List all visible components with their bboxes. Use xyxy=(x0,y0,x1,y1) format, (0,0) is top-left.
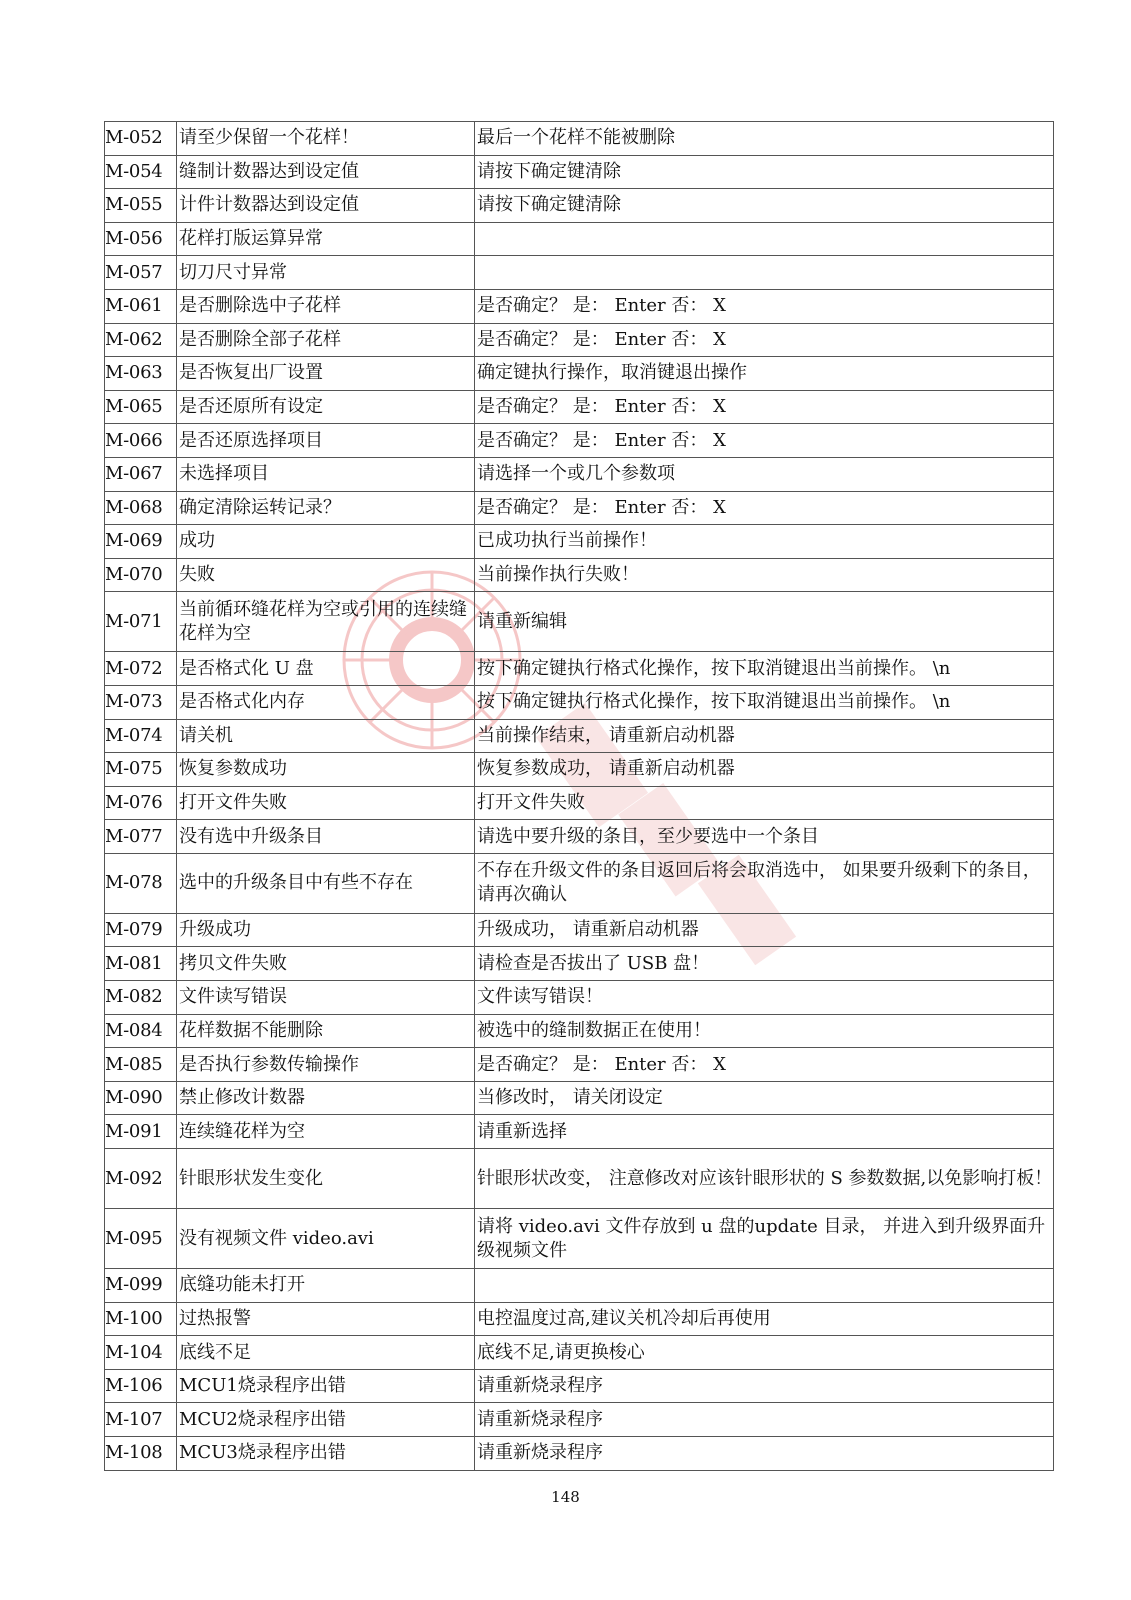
code-cell: M-090 xyxy=(105,1081,177,1115)
hint-cell: 请按下确定键清除 xyxy=(475,189,1054,223)
code-cell: M-084 xyxy=(105,1014,177,1048)
table-row xyxy=(105,820,1054,854)
table-row xyxy=(105,256,1054,290)
code-cell: M-067 xyxy=(105,457,177,491)
message-cell: 是否删除全部子花样 xyxy=(177,323,475,357)
code-cell: M-079 xyxy=(105,913,177,947)
table-row xyxy=(105,323,1054,357)
table-row xyxy=(105,652,1054,686)
message-cell: 禁止修改计数器 xyxy=(177,1081,475,1115)
message-cell: 过热报警 xyxy=(177,1302,475,1336)
code-cell: M-099 xyxy=(105,1269,177,1303)
message-cell: 是否还原选择项目 xyxy=(177,424,475,458)
message-cell: 是否格式化内存 xyxy=(177,685,475,719)
code-cell: M-082 xyxy=(105,981,177,1015)
table-row xyxy=(105,390,1054,424)
table-row xyxy=(105,491,1054,525)
message-cell: 针眼形状发生变化 xyxy=(177,1149,475,1209)
hint-cell: 不存在升级文件的条目返回后将会取消选中， 如果要升级剩下的条目， 请再次确认 xyxy=(475,853,1054,913)
table-row xyxy=(105,913,1054,947)
code-cell: M-074 xyxy=(105,719,177,753)
table-row xyxy=(105,1115,1054,1149)
message-cell: 缝制计数器达到设定值 xyxy=(177,155,475,189)
hint-cell: 确定键执行操作，取消键退出操作 xyxy=(475,357,1054,391)
table-row xyxy=(105,424,1054,458)
hint-cell: 打开文件失败 xyxy=(475,786,1054,820)
hint-cell: 按下确定键执行格式化操作，按下取消键退出当前操作。 \n xyxy=(475,685,1054,719)
table-row xyxy=(105,289,1054,323)
hint-cell: 升级成功， 请重新启动机器 xyxy=(475,913,1054,947)
hint-cell: 是否确定？ 是： Enter 否： X xyxy=(475,289,1054,323)
message-cell: 没有视频文件 video.avi xyxy=(177,1209,475,1269)
hint-cell xyxy=(475,1269,1054,1303)
message-cell: MCU2烧录程序出错 xyxy=(177,1403,475,1437)
table-row xyxy=(105,525,1054,559)
message-cell: 花样打版运算异常 xyxy=(177,222,475,256)
message-cell: 请至少保留一个花样！ xyxy=(177,122,475,156)
hint-cell: 当前操作结束， 请重新启动机器 xyxy=(475,719,1054,753)
code-cell: M-075 xyxy=(105,753,177,787)
code-cell: M-062 xyxy=(105,323,177,357)
hint-cell: 请按下确定键清除 xyxy=(475,155,1054,189)
hint-cell: 当前操作执行失败！ xyxy=(475,558,1054,592)
message-cell: 未选择项目 xyxy=(177,457,475,491)
hint-cell: 请将 video.avi 文件存放到 u 盘的update 目录， 并进入到升级界面升级视频文件 xyxy=(475,1209,1054,1269)
code-cell: M-063 xyxy=(105,357,177,391)
table-row xyxy=(105,1014,1054,1048)
table-row xyxy=(105,189,1054,223)
hint-cell: 是否确定？ 是： Enter 否： X xyxy=(475,424,1054,458)
error-code-table xyxy=(104,121,1054,1471)
message-cell: 切刀尺寸异常 xyxy=(177,256,475,290)
message-cell: 是否还原所有设定 xyxy=(177,390,475,424)
table-row xyxy=(105,1149,1054,1209)
hint-cell: 是否确定？ 是： Enter 否： X xyxy=(475,323,1054,357)
message-cell: 选中的升级条目中有些不存在 xyxy=(177,853,475,913)
code-cell: M-054 xyxy=(105,155,177,189)
hint-cell: 请重新烧录程序 xyxy=(475,1437,1054,1471)
table-row xyxy=(105,457,1054,491)
message-cell: 当前循环缝花样为空或引用的连续缝花样为空 xyxy=(177,592,475,652)
message-cell: 底线不足 xyxy=(177,1336,475,1370)
hint-cell: 针眼形状改变， 注意修改对应该针眼形状的 S 参数数据,以免影响打板！ xyxy=(475,1149,1054,1209)
code-cell: M-071 xyxy=(105,592,177,652)
code-cell: M-072 xyxy=(105,652,177,686)
code-cell: M-065 xyxy=(105,390,177,424)
error-code-table-body xyxy=(105,122,1054,1471)
table-row xyxy=(105,1403,1054,1437)
message-cell: 升级成功 xyxy=(177,913,475,947)
code-cell: M-092 xyxy=(105,1149,177,1209)
message-cell: 是否执行参数传输操作 xyxy=(177,1048,475,1082)
message-cell: MCU3烧录程序出错 xyxy=(177,1437,475,1471)
message-cell: 确定清除运转记录？ xyxy=(177,491,475,525)
code-cell: M-056 xyxy=(105,222,177,256)
table-row xyxy=(105,357,1054,391)
hint-cell: 已成功执行当前操作！ xyxy=(475,525,1054,559)
message-cell: 计件计数器达到设定值 xyxy=(177,189,475,223)
hint-cell: 被选中的缝制数据正在使用！ xyxy=(475,1014,1054,1048)
hint-cell: 文件读写错误！ xyxy=(475,981,1054,1015)
table-row xyxy=(105,1336,1054,1370)
code-cell: M-052 xyxy=(105,122,177,156)
message-cell: 是否恢复出厂设置 xyxy=(177,357,475,391)
table-row xyxy=(105,719,1054,753)
table-row xyxy=(105,1302,1054,1336)
code-cell: M-061 xyxy=(105,289,177,323)
code-cell: M-068 xyxy=(105,491,177,525)
table-row xyxy=(105,122,1054,156)
message-cell: 花样数据不能删除 xyxy=(177,1014,475,1048)
table-row xyxy=(105,1081,1054,1115)
table-row xyxy=(105,685,1054,719)
hint-cell: 是否确定？ 是： Enter 否： X xyxy=(475,390,1054,424)
message-cell: 是否格式化 U 盘 xyxy=(177,652,475,686)
message-cell: 拷贝文件失败 xyxy=(177,947,475,981)
code-cell: M-106 xyxy=(105,1369,177,1403)
hint-cell xyxy=(475,256,1054,290)
code-cell: M-107 xyxy=(105,1403,177,1437)
message-cell: 文件读写错误 xyxy=(177,981,475,1015)
message-cell: 恢复参数成功 xyxy=(177,753,475,787)
code-cell: M-076 xyxy=(105,786,177,820)
hint-cell: 是否确定？ 是： Enter 否： X xyxy=(475,491,1054,525)
hint-cell: 电控温度过高,建议关机冷却后再使用 xyxy=(475,1302,1054,1336)
hint-cell: 按下确定键执行格式化操作，按下取消键退出当前操作。 \n xyxy=(475,652,1054,686)
message-cell: 连续缝花样为空 xyxy=(177,1115,475,1149)
table-row xyxy=(105,1437,1054,1471)
code-cell: M-108 xyxy=(105,1437,177,1471)
hint-cell: 请选择一个或几个参数项 xyxy=(475,457,1054,491)
message-cell: 请关机 xyxy=(177,719,475,753)
code-cell: M-095 xyxy=(105,1209,177,1269)
table-row xyxy=(105,853,1054,913)
code-cell: M-085 xyxy=(105,1048,177,1082)
message-cell: 是否删除选中子花样 xyxy=(177,289,475,323)
code-cell: M-073 xyxy=(105,685,177,719)
code-cell: M-078 xyxy=(105,853,177,913)
hint-cell: 底线不足,请更换梭心 xyxy=(475,1336,1054,1370)
code-cell: M-069 xyxy=(105,525,177,559)
code-cell: M-066 xyxy=(105,424,177,458)
code-cell: M-081 xyxy=(105,947,177,981)
hint-cell: 请重新烧录程序 xyxy=(475,1369,1054,1403)
table-row xyxy=(105,155,1054,189)
hint-cell: 请选中要升级的条目，至少要选中一个条目 xyxy=(475,820,1054,854)
table-row xyxy=(105,558,1054,592)
table-row xyxy=(105,947,1054,981)
code-cell: M-070 xyxy=(105,558,177,592)
code-cell: M-055 xyxy=(105,189,177,223)
message-cell: 成功 xyxy=(177,525,475,559)
message-cell: 没有选中升级条目 xyxy=(177,820,475,854)
table-row xyxy=(105,592,1054,652)
table-row xyxy=(105,981,1054,1015)
table-row xyxy=(105,1048,1054,1082)
hint-cell: 最后一个花样不能被删除 xyxy=(475,122,1054,156)
page-number: 148 xyxy=(551,1488,580,1506)
code-cell: M-100 xyxy=(105,1302,177,1336)
hint-cell: 请重新烧录程序 xyxy=(475,1403,1054,1437)
code-cell: M-091 xyxy=(105,1115,177,1149)
table-row xyxy=(105,222,1054,256)
code-cell: M-057 xyxy=(105,256,177,290)
table-row xyxy=(105,1369,1054,1403)
hint-cell: 恢复参数成功， 请重新启动机器 xyxy=(475,753,1054,787)
hint-cell xyxy=(475,222,1054,256)
code-cell: M-104 xyxy=(105,1336,177,1370)
hint-cell: 当修改时， 请关闭设定 xyxy=(475,1081,1054,1115)
hint-cell: 请重新编辑 xyxy=(475,592,1054,652)
message-cell: 底缝功能未打开 xyxy=(177,1269,475,1303)
hint-cell: 请重新选择 xyxy=(475,1115,1054,1149)
code-cell: M-077 xyxy=(105,820,177,854)
hint-cell: 请检查是否拔出了 USB 盘！ xyxy=(475,947,1054,981)
message-cell: 失败 xyxy=(177,558,475,592)
table-row xyxy=(105,786,1054,820)
table-row xyxy=(105,1209,1054,1269)
table-row xyxy=(105,1269,1054,1303)
table-row xyxy=(105,753,1054,787)
message-cell: 打开文件失败 xyxy=(177,786,475,820)
hint-cell: 是否确定？ 是： Enter 否： X xyxy=(475,1048,1054,1082)
message-cell: MCU1烧录程序出错 xyxy=(177,1369,475,1403)
